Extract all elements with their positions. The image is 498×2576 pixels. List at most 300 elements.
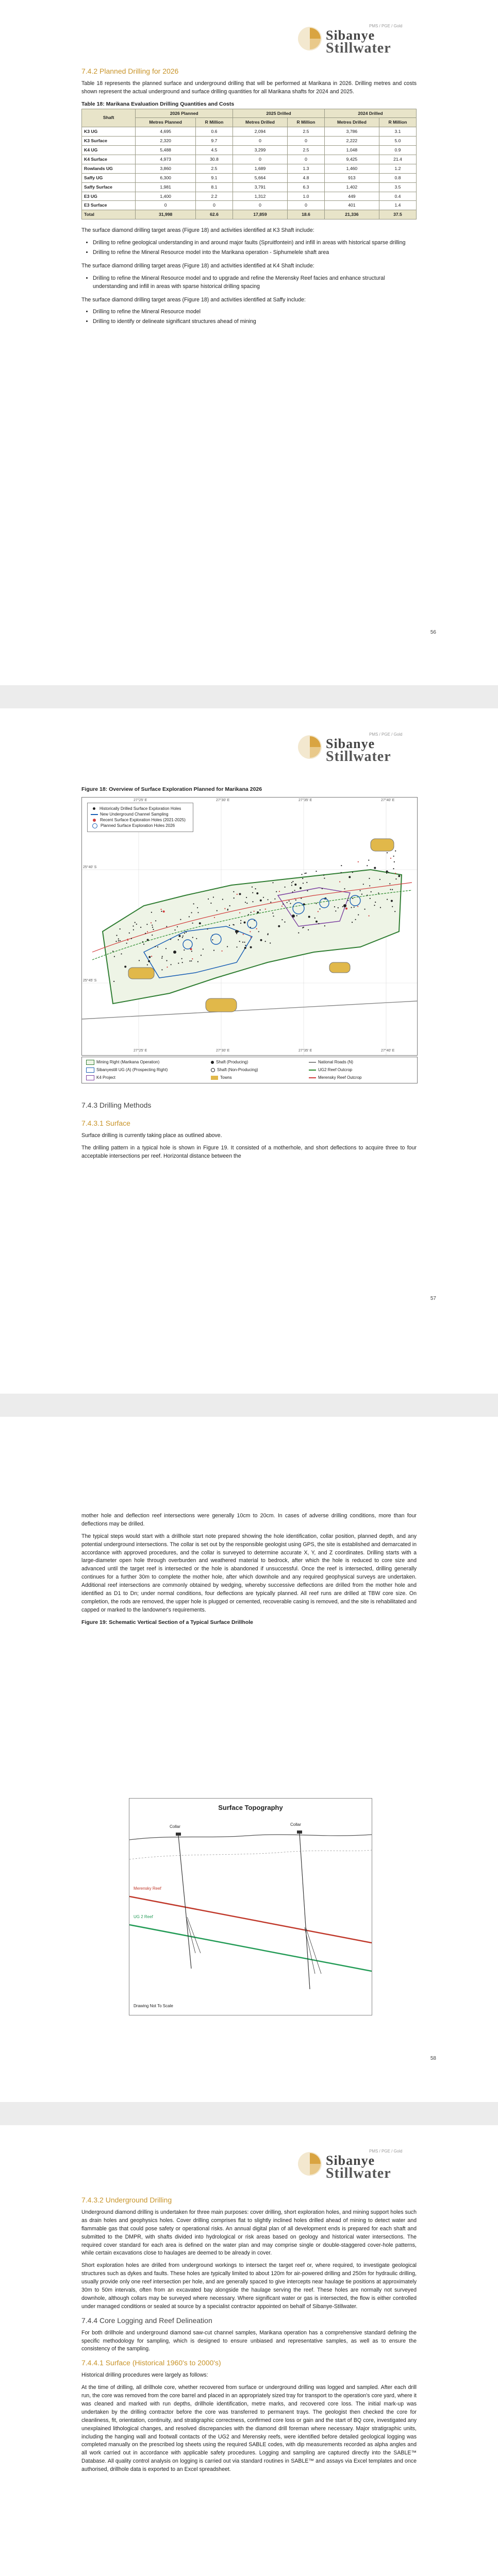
drillhole-marker <box>290 903 291 904</box>
drillhole-marker <box>342 906 343 907</box>
drillhole-marker <box>371 891 372 892</box>
drillhole-marker <box>184 950 185 951</box>
sub-heading: 7.4.4.1 Surface (Historical 1960's to 2000's) <box>81 2359 221 2367</box>
drillhole-marker <box>369 885 370 886</box>
drillhole-marker <box>146 924 147 925</box>
company-logo <box>297 22 416 58</box>
drillhole-marker <box>116 935 117 936</box>
drillhole-marker <box>375 902 376 903</box>
drillhole-marker <box>319 908 320 909</box>
shaft-name: Rowlands UG <box>82 164 136 173</box>
section-heading: 7.4.2 Planned Drilling for 2026 <box>81 67 179 75</box>
drillhole-marker <box>132 925 134 926</box>
total-cell: 31,998 <box>136 210 196 219</box>
drillhole-marker <box>386 873 387 874</box>
grid-label: 27°25' E <box>134 1049 147 1053</box>
logo-mark-icon <box>297 734 323 760</box>
drillhole-marker <box>276 891 277 892</box>
shaft-name: E3 UG <box>82 192 136 201</box>
paragraph: Underground diamond drilling is undertaken for three main purposes: cover drilling, short exploration holes, and mining support holes such as drain holes and geophysics holes. Cover drilling comprises flat to slightly inclined holes drilled ahead of mining to detect water and flammable gas that could pose safety or operational risks. An annual digital plan of all development ends is prepared for each shaft and submitted to the DMPR, with shafts divided into hydrological or risk areas based on geology and historical water intersections. The required cover standard for each area is defined on the water plan and may comprise single or double-staggered cover-hole patterns, while certain excavations close to haulages are deemed to be already in cover. <box>81 2209 417 2257</box>
drillhole-marker <box>257 911 259 913</box>
drillhole-marker <box>265 909 266 910</box>
total-label: Total <box>82 210 136 219</box>
page-57 <box>0 708 498 1394</box>
total-cell: 37.5 <box>379 210 416 219</box>
drillhole-marker <box>287 902 288 903</box>
drillhole-marker <box>281 906 283 907</box>
table-cell: 913 <box>324 173 379 182</box>
drillhole-marker <box>170 939 171 940</box>
drillhole-marker <box>270 942 271 943</box>
circle-icon <box>92 823 97 828</box>
table-cell: 2.5 <box>195 164 233 173</box>
table-cell: 1,689 <box>233 164 288 173</box>
drillhole-marker <box>189 916 190 917</box>
drillhole-marker <box>153 929 154 930</box>
table-row <box>82 127 417 137</box>
drillhole-marker <box>133 929 134 930</box>
drillhole-marker <box>155 946 156 947</box>
drillhole-marker <box>352 922 353 923</box>
drillhole-marker <box>213 896 214 897</box>
table-cell: 1.0 <box>287 192 324 201</box>
drillhole-marker <box>129 933 130 934</box>
drillhole-marker <box>182 962 183 963</box>
logo-text-top: Sibanye <box>326 2153 375 2168</box>
drillhole-marker <box>394 861 395 862</box>
drillhole-marker <box>227 946 228 947</box>
map-legend-bottom <box>81 1057 418 1083</box>
shaft-name: K3 Surface <box>82 137 136 146</box>
table-cell: 1,048 <box>324 146 379 155</box>
drillhole-section-diagram <box>129 1798 372 2015</box>
dot-icon <box>93 819 96 822</box>
drillhole-marker <box>335 910 336 911</box>
drillhole-marker <box>244 947 246 949</box>
drillhole-marker <box>254 911 255 912</box>
drillhole-marker <box>355 919 356 920</box>
drillhole-marker <box>161 969 162 970</box>
drillhole-marker <box>252 887 253 888</box>
drillhole-marker <box>131 938 132 939</box>
drillhole-marker <box>251 912 252 913</box>
drillhole-marker <box>292 891 293 892</box>
drillhole-marker <box>323 875 324 876</box>
k3-intro: The surface diamond drilling target areas (Figure 18) and activities identified at K3 Shaft include: <box>81 227 314 234</box>
company-logo <box>297 730 416 766</box>
drillhole-marker <box>208 899 209 900</box>
drillhole-marker <box>171 964 172 965</box>
legend-item: UG2 Reef Outcrop <box>309 1067 352 1072</box>
drillhole-marker <box>191 912 192 913</box>
drillhole-marker <box>197 907 198 908</box>
drillhole-marker <box>243 934 244 935</box>
drillhole-marker <box>161 909 162 910</box>
grid-label: 27°40' E <box>381 1049 395 1053</box>
table-cell: 4,973 <box>136 155 196 164</box>
drillhole-marker <box>306 882 307 883</box>
drillhole-marker <box>369 878 370 879</box>
table-sub-header: R Million <box>379 118 416 127</box>
intro-paragraph: Table 18 represents the planned surface and underground drilling that will be performed at Marikana in 2026. Drilling metres and costs shown represent the actual underground and surface drilling quantities for all Marikana shafts for 2024 and 2025. <box>81 80 417 95</box>
drillhole-marker <box>227 909 228 910</box>
drillhole-marker <box>393 868 394 869</box>
table-row <box>82 146 417 155</box>
drillhole-marker <box>217 910 218 911</box>
table-group-header: 2024 Drilled <box>324 109 416 118</box>
drillhole-marker <box>186 931 187 933</box>
table-cell: 5,488 <box>136 146 196 155</box>
drillhole-marker <box>389 883 390 884</box>
drillhole-marker <box>246 903 247 904</box>
collar-label: Collar <box>170 1824 180 1829</box>
drillhole-marker <box>395 878 396 879</box>
table-cell: 0.4 <box>379 192 416 201</box>
table-cell: 9.7 <box>195 137 233 146</box>
drillhole-marker <box>370 898 371 899</box>
map-graphic <box>82 798 417 1055</box>
legend-item: Towns <box>211 1075 232 1080</box>
drillhole-marker <box>347 900 348 901</box>
drillhole-marker <box>252 901 253 902</box>
drillhole-marker <box>155 920 156 921</box>
drillhole-marker <box>369 916 370 917</box>
drillhole-marker <box>165 948 167 949</box>
table-cell: 5.0 <box>379 137 416 146</box>
drillhole-marker <box>114 956 115 957</box>
table-total-row <box>82 210 417 219</box>
drillhole-marker <box>161 958 162 959</box>
drillhole-marker <box>267 934 268 935</box>
table-cell: 1.4 <box>379 201 416 210</box>
saffy-bullet-list <box>81 308 417 326</box>
drillhole-marker <box>394 911 395 912</box>
drillhole-marker <box>189 960 190 961</box>
drillhole-marker <box>222 951 223 952</box>
drillhole-marker <box>113 981 114 982</box>
area-icon <box>86 1060 94 1065</box>
grid-label: 25°45' S <box>83 979 97 982</box>
drillhole-marker <box>308 929 309 930</box>
logo-mark-icon <box>297 2151 323 2177</box>
drillhole-marker <box>291 882 292 883</box>
paragraph: mother hole and deflection reef intersections were generally 10cm to 20cm. In cases of adverse drilling conditions, more than four deflections may be drilled. <box>81 1513 417 1527</box>
drillhole-marker <box>214 917 215 918</box>
drillhole-marker <box>338 907 339 908</box>
collar-label: Collar <box>290 1822 301 1827</box>
table-cell: 0 <box>233 137 288 146</box>
drillhole-marker <box>236 933 237 934</box>
legend-item: National Roads (N) <box>309 1060 353 1064</box>
page-number: 56 <box>430 630 436 635</box>
grid-label: 27°35' E <box>298 799 312 802</box>
table-cell: 3,299 <box>233 146 288 155</box>
drillhole-marker <box>240 923 241 924</box>
drillhole-marker <box>236 946 237 947</box>
drillhole-marker <box>390 889 391 890</box>
area-icon <box>86 1075 94 1080</box>
table-cell: 30.8 <box>195 155 233 164</box>
drillhole-marker <box>395 851 396 852</box>
drillhole-marker <box>151 956 152 957</box>
table-cell: 2,222 <box>324 137 379 146</box>
scale-note: Drawing Not To Scale <box>134 2004 173 2008</box>
drillhole-marker <box>244 942 245 943</box>
exploration-map <box>81 797 418 1056</box>
drillhole-marker <box>292 881 293 882</box>
drillhole-marker <box>352 872 353 873</box>
drillhole-marker <box>255 888 256 889</box>
drillhole-marker <box>222 899 223 900</box>
drillhole-marker <box>191 960 192 961</box>
drillhole-marker <box>161 911 162 912</box>
table-cell: 0.6 <box>195 127 233 137</box>
line-icon <box>309 1077 316 1078</box>
paragraph: Short exploration holes are drilled from underground workings to intersect the target reef or, where required, to investigate geological structures such as dykes and faults. These holes are typically limited to about 120m for air-powered drilling and 250m for hydraulic drilling, usually provide only one reef intersection per hole, and are generally spaced to give intercepts near haulage tie positions at approximately 30m to 50m intervals, often from an excavated bay alongside the haulage serving the reef. These holes are normally not surveyed downhole, although collars may be surveyed where necessary. Where significant water or gas is intersected, the flow is either controlled under managed conditions or sealed at source by a specialist contractor appointed on behalf of Sibanye-Stillwater. <box>81 2262 417 2310</box>
drillhole-marker <box>298 933 299 934</box>
drillhole-marker <box>263 897 264 898</box>
drillhole-marker <box>334 906 335 907</box>
drillhole-marker <box>197 912 198 913</box>
table-caption: Table 18: Marikana Evaluation Drilling Quantities and Costs <box>81 100 235 107</box>
drillhole-marker <box>142 941 143 942</box>
table-cell: 3,791 <box>233 182 288 192</box>
drillhole-marker <box>392 906 393 907</box>
ug2-label: UG 2 Reef <box>134 1914 153 1919</box>
drillhole-marker <box>314 918 316 919</box>
logo-tagline: PMS / PGE / Gold <box>369 732 403 737</box>
drillhole-marker <box>246 897 247 898</box>
table-cell: 0.9 <box>379 146 416 155</box>
grid-label: 27°30' E <box>216 799 230 802</box>
table-cell: 1.3 <box>287 164 324 173</box>
k4-intro: The surface diamond drilling target areas (Figure 18) and activities identified at K4 Shaft include: <box>81 262 314 269</box>
drillhole-marker <box>210 903 211 904</box>
drillhole-marker <box>148 960 150 962</box>
drillhole-marker <box>395 873 396 874</box>
sub-heading: 7.4.3.1 Surface <box>81 1119 130 1127</box>
drillhole-marker <box>152 935 153 936</box>
logo-text-bottom: Stillwater <box>326 2165 391 2181</box>
total-cell: 21,336 <box>324 210 379 219</box>
drillhole-marker <box>252 892 253 893</box>
table-cell: 3,860 <box>136 164 196 173</box>
drillhole-marker <box>240 920 241 921</box>
drillhole-marker <box>147 931 148 932</box>
drillhole-marker <box>378 892 379 893</box>
drillhole-marker <box>237 894 238 895</box>
drillhole-marker <box>143 944 144 945</box>
drillhole-marker <box>345 908 347 910</box>
table-sub-header: R Million <box>195 118 233 127</box>
drillhole-marker <box>303 883 304 884</box>
drillhole-marker <box>163 910 165 912</box>
drillhole-marker <box>112 951 113 952</box>
paragraph: Surface drilling is currently taking place as outlined above. <box>81 1132 222 1139</box>
drillhole-marker <box>115 941 117 942</box>
legend-item: New Underground Channel Sampling <box>91 812 190 817</box>
drillhole-marker <box>279 891 280 892</box>
logo-tagline: PMS / PGE / Gold <box>369 24 403 28</box>
drillhole-marker <box>239 912 240 913</box>
drillhole-marker <box>273 916 274 917</box>
drillhole-marker <box>324 925 325 926</box>
total-cell: 62.6 <box>195 210 233 219</box>
figure-caption: Figure 19: Schematic Vertical Section of a Typical Surface Drillhole <box>81 1619 254 1625</box>
drillhole-marker <box>392 889 393 890</box>
drillhole-marker <box>126 943 127 944</box>
area-icon <box>86 1067 94 1073</box>
drillhole-marker <box>361 894 362 895</box>
drillhole-marker <box>272 882 273 883</box>
map-legend-top <box>87 803 193 832</box>
drillhole-marker <box>250 946 252 948</box>
drillhole-marker <box>388 872 389 873</box>
legend-item: K4 Project <box>86 1075 115 1080</box>
table-cell: 9.1 <box>195 173 233 182</box>
table-cell: 4,695 <box>136 127 196 137</box>
drillhole-marker <box>192 937 193 938</box>
paragraph: At the time of drilling, all drillhole core, whether recovered from surface or underground drilling was logged and sampled. After each drill run, the core was removed from the core barrel and placed in an appropriately sized tray for transport to the operation's core yard, where it was cleaned and marked with run depths, drillhole identification, metre marks, and recovered core loss. The initial mark-up was undertaken by the drilling contractor before the core was transferred to permanent trays. The geologist then checked the core for cleanliness, fit, orientation, continuity, and stratigraphic correctness, confirmed core loss or gain and the start of BQ core, investigated any unexplained lithological changes, and resolved discrepancies with the diamond drill foreman where necessary. Major stratigraphic units, including the hanging wall and footwall contacts of the UG2 and Merensky reefs, were identified before detailed geological logging was completed manually on the prescribed log sheets using the required SABLE codes, with dip measurements recorded as alpha angles and all work carried out in accordance with applicable safety procedures. Logging and sampling are captured directly into the SABLE™ Database. All quality control analysis on logging is carried out via standard routines in SABLE™ and assays via Excel templates and once authorised, drillhole data is exported to an Excel spreadsheet. <box>81 2384 417 2473</box>
logo-text-top: Sibanye <box>326 736 375 751</box>
table-row <box>82 182 417 192</box>
drillhole-marker <box>162 956 163 957</box>
legend-item: Merensky Reef Outcrop <box>309 1075 361 1080</box>
table-cell: 21.4 <box>379 155 416 164</box>
total-cell: 17,859 <box>233 210 288 219</box>
drillhole-marker <box>386 871 388 873</box>
list-item: • Drilling to refine the Mineral Resource model <box>93 308 417 316</box>
drillhole-marker <box>295 900 296 901</box>
table-cell: 1.2 <box>379 164 416 173</box>
table-cell: 3.1 <box>379 127 416 137</box>
table-group-header: 2025 Drilled <box>233 109 325 118</box>
drillhole-marker <box>151 912 152 913</box>
table-row <box>82 173 417 182</box>
drillhole-marker <box>178 939 179 940</box>
grid-label: 25°40' S <box>83 866 97 869</box>
drillhole-marker <box>316 871 317 872</box>
page-58 <box>0 1417 498 2102</box>
legend-item: Shaft (Non-Producing) <box>211 1067 258 1072</box>
section-graphic <box>129 1799 372 2015</box>
drillhole-marker <box>301 898 302 899</box>
table-cell: 0 <box>287 137 324 146</box>
drillhole-marker <box>318 911 319 912</box>
table-cell: 0 <box>287 155 324 164</box>
drillhole-marker <box>294 884 296 886</box>
drillhole-marker <box>291 885 292 886</box>
drillhole-marker <box>124 965 126 968</box>
drillhole-marker <box>121 953 122 954</box>
drillhole-marker <box>120 940 121 941</box>
drillhole-marker <box>322 888 323 889</box>
drillhole-marker <box>302 878 303 879</box>
drillhole-marker <box>135 922 136 923</box>
drillhole-marker <box>118 938 119 939</box>
table-row <box>82 192 417 201</box>
grid-label: 27°35' E <box>298 1049 312 1053</box>
drillhole-marker <box>152 925 153 926</box>
table-cell: 3,786 <box>324 127 379 137</box>
drillhole-marker <box>341 872 342 873</box>
drillhole-marker <box>390 858 391 859</box>
drillhole-marker <box>127 939 128 940</box>
drillhole-marker <box>300 887 302 889</box>
drillhole-marker <box>265 941 266 942</box>
table-cell: 3.5 <box>379 182 416 192</box>
drillhole-marker <box>203 948 204 950</box>
legend-item: Mining Right (Marikana Operation) <box>86 1060 159 1065</box>
list-item: • Drilling to refine the Mineral Resource model and to upgrade and refine the Merensky Reef facies and enhance structural understanding and infill in areas with sparse historical drilling spacing <box>93 275 417 291</box>
drillhole-marker <box>127 940 128 941</box>
merensky-label: Merensky Reef <box>134 1886 161 1891</box>
page-56 <box>0 0 498 685</box>
list-item: • Drilling to refine the Mineral Resource model into the Marikana operation - Siphumelele shaft area <box>93 249 417 257</box>
table-sub-header: Metres Drilled <box>324 118 379 127</box>
drillhole-marker <box>352 898 353 899</box>
sub-heading: 7.4.3.2 Underground Drilling <box>81 2196 172 2204</box>
drillhole-marker <box>302 927 303 928</box>
drillhole-marker <box>245 945 246 946</box>
drillhole-marker <box>213 950 214 951</box>
table-row <box>82 137 417 146</box>
drillhole-marker <box>145 933 146 934</box>
drillhole-marker <box>182 936 184 937</box>
drillhole-marker <box>184 933 185 934</box>
drillhole-marker <box>380 907 381 908</box>
table-cell: 0.8 <box>379 173 416 182</box>
drillhole-marker <box>118 940 119 941</box>
drillhole-marker <box>363 884 364 885</box>
drillhole-marker <box>181 958 182 959</box>
drillhole-marker <box>177 926 178 927</box>
drillhole-marker <box>140 927 141 928</box>
section-heading: 7.4.4 Core Logging and Reef Delineation <box>81 2316 212 2325</box>
drillhole-marker <box>344 888 345 889</box>
paragraph: Historical drilling procedures were largely as follows: <box>81 2372 208 2379</box>
drillhole-marker <box>368 860 369 861</box>
drillhole-marker <box>251 937 252 938</box>
logo-text-bottom: Stillwater <box>326 749 391 765</box>
drillhole-marker <box>260 900 262 902</box>
drillhole-marker <box>283 904 284 905</box>
drillhole-marker <box>278 925 280 927</box>
table-cell: 1,312 <box>233 192 288 201</box>
drillhole-marker <box>374 905 375 906</box>
table-cell: 1,400 <box>136 192 196 201</box>
drillhole-marker <box>207 928 208 929</box>
drillhole-marker <box>324 878 325 879</box>
drillhole-marker <box>174 929 175 930</box>
total-cell: 18.6 <box>287 210 324 219</box>
legend-item: Historically Drilled Surface Exploration Holes <box>91 806 190 811</box>
table-group-header: 2026 Planned <box>136 109 233 118</box>
drillhole-marker <box>248 914 249 915</box>
town-icon <box>211 1076 218 1080</box>
drillhole-marker <box>199 922 201 924</box>
drillhole-marker <box>268 899 269 900</box>
shaft-name: K4 Surface <box>82 155 136 164</box>
drillhole-marker <box>259 909 260 910</box>
drillhole-marker <box>284 922 285 923</box>
drillhole-marker <box>192 958 193 959</box>
drillhole-marker <box>197 961 198 962</box>
drillhole-marker <box>224 908 225 909</box>
drillhole-marker <box>360 890 361 891</box>
k4-bullet-list <box>81 275 417 291</box>
drillhole-marker <box>239 941 240 942</box>
